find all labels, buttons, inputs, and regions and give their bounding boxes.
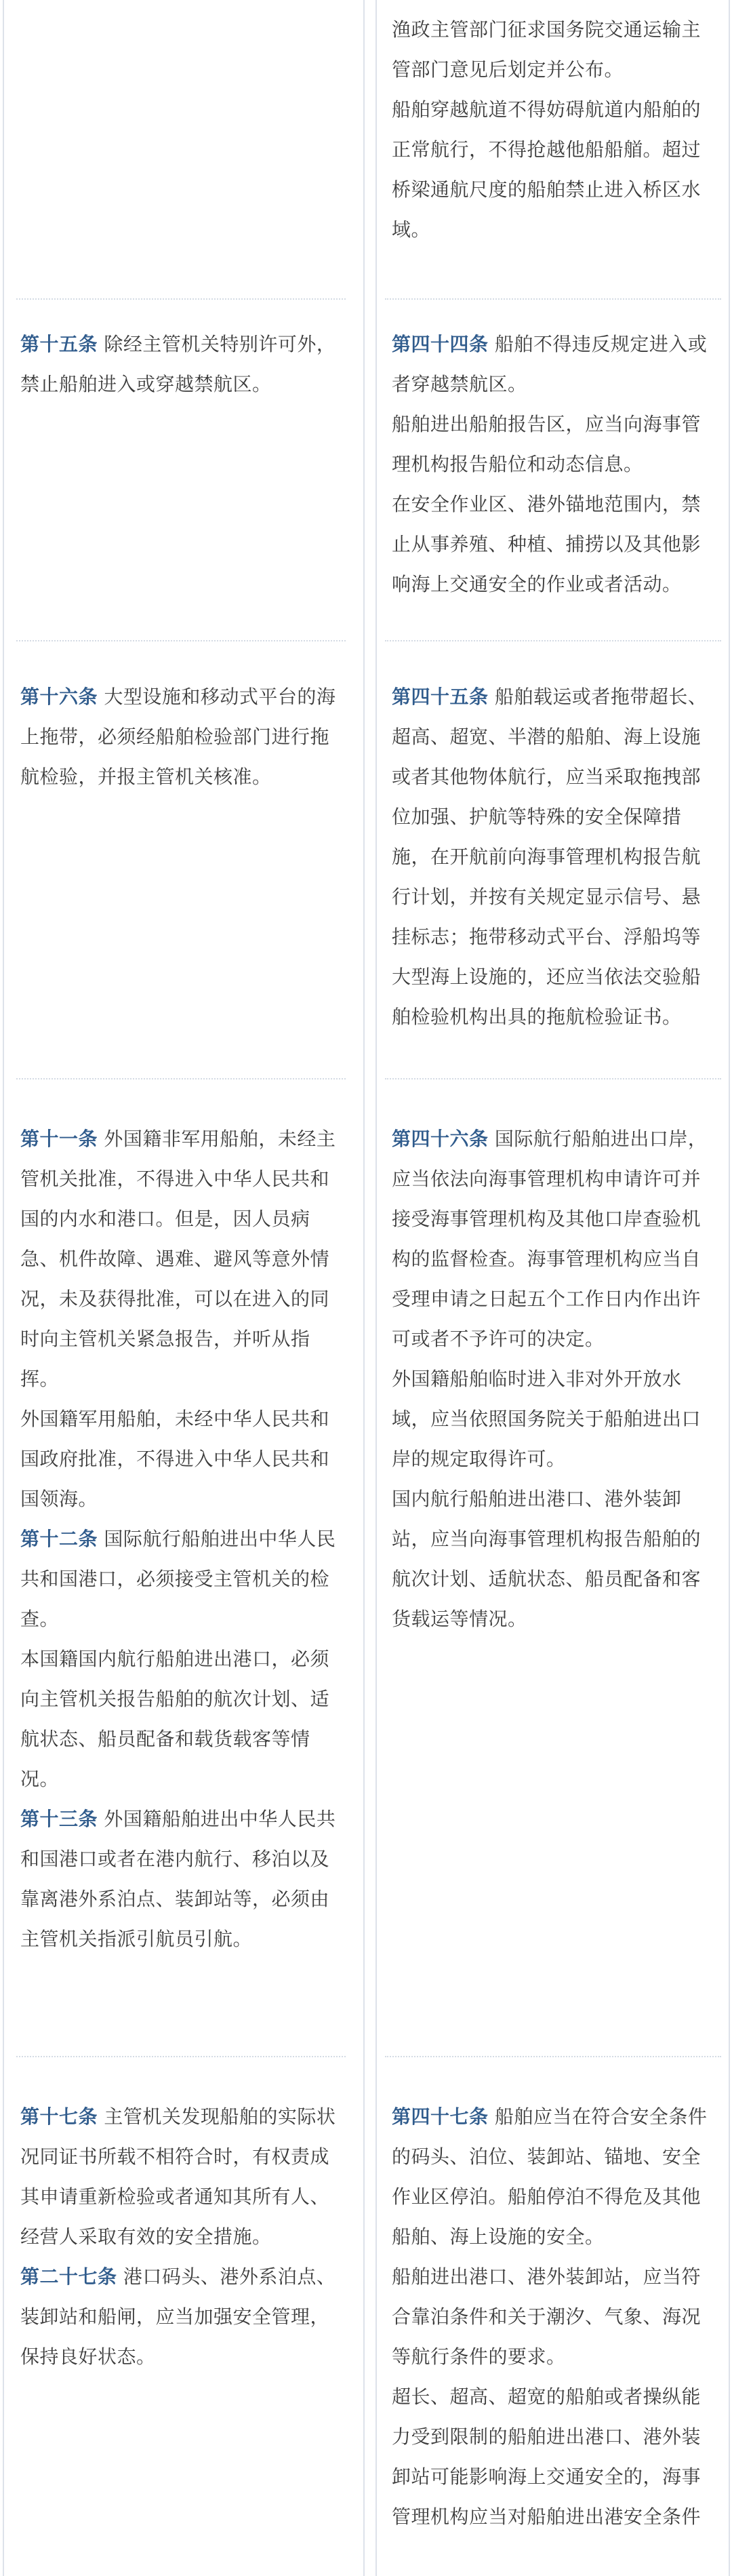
- article-text: 除经主管机关特别许可外，禁止船舶进入或穿越禁航区。: [20, 333, 336, 395]
- article-text: 外国籍船舶进出中华人民共和国港口或者在港内航行、移泊以及靠离港外系泊点、装卸站等，必须由主管机关指派引航员引航。: [20, 1808, 336, 1950]
- row-separator: [385, 640, 721, 641]
- article-number: 第四十六条: [392, 1128, 489, 1150]
- table-cell: [20, 324, 344, 404]
- table-cell: [392, 2097, 717, 2537]
- article-text: 超长、超高、超宽的船舶或者操纵能力受到限制的船舶进出港口、港外装卸站可能影响海上交通安全的，海事管理机构应当对船舶进出港安全条件: [392, 2385, 702, 2528]
- article-paragraph: [20, 324, 344, 404]
- article-paragraph: [392, 9, 717, 90]
- article-text: 船舶进出船舶报告区，应当向海事管理机构报告船位和动态信息。: [392, 413, 702, 475]
- article-text: 港口码头、港外系泊点、装卸站和船闸，应当加强安全管理，保持良好状态。: [20, 2265, 336, 2368]
- article-text: 国际航行船舶进出中华人民共和国港口，必须接受主管机关的检查。: [20, 1528, 336, 1630]
- article-text: 本国籍国内航行船舶进出港口，必须向主管机关报告船舶的航次计划、适航状态、船员配备和载货载客等情况。: [20, 1648, 330, 1790]
- row-separator: [16, 2056, 346, 2057]
- article-number: 第十一条: [20, 1128, 98, 1150]
- article-number: 第二十七条: [20, 2265, 117, 2288]
- table-cell: [20, 677, 344, 797]
- article-paragraph: [392, 2377, 717, 2537]
- article-text: 外国籍非军用船舶，未经主管机关批准，不得进入中华人民共和国的内水和港口。但是，因人员病急、机件故障、遇难、避风等意外情况，未及获得批准，可以在进入的同时向主管机关紧急报告，并听从指挥。: [20, 1128, 336, 1390]
- row-separator: [385, 298, 721, 300]
- article-paragraph: [20, 2257, 344, 2377]
- article-text: 主管机关发现船舶的实际状况同证书所载不相符合时，有权责成其申请重新检验或者通知其所有人、经营人采取有效的安全措施。: [20, 2105, 336, 2248]
- article-paragraph: [392, 324, 717, 404]
- article-number: 第十三条: [20, 1808, 98, 1830]
- article-paragraph: [20, 1799, 344, 1959]
- article-paragraph: [20, 1639, 344, 1799]
- new-law-column: [365, 0, 732, 2576]
- article-text: 在安全作业区、港外锚地范围内，禁止从事养殖、种植、捕捞以及其他影响海上交通安全的作业或者活动。: [392, 493, 702, 595]
- article-paragraph: [392, 677, 717, 1037]
- row-separator: [385, 1078, 721, 1079]
- article-text: 国际航行船舶进出口岸，应当依法向海事管理机构申请许可并接受海事管理机构及其他口岸查验机构的监督检查。海事管理机构应当自受理申请之日起五个工作日内作出许可或者不予许可的决定。: [392, 1128, 708, 1350]
- row-separator: [16, 298, 346, 300]
- article-text: 渔政主管部门征求国务院交通运输主管部门意见后划定并公布。: [392, 18, 702, 81]
- article-text: 船舶载运或者拖带超长、超高、超宽、半潜的船舶、海上设施或者其他物体航行，应当采取拖拽部位加强、护航等特殊的安全保障措施，在开航前向海事管理机构报告航行计划，并按有关规定显示信号、悬挂标志；拖带移动式平台、浮船坞等大型海上设施的，还应当依法交验船舶检验机构出具的拖航检验证书。: [392, 686, 708, 1028]
- article-paragraph: [392, 2097, 717, 2257]
- article-number: 第四十七条: [392, 2105, 489, 2128]
- article-paragraph: [20, 1119, 344, 1399]
- old-law-column: [0, 0, 365, 2576]
- row-separator: [385, 2056, 721, 2057]
- article-number: 第十二条: [20, 1528, 98, 1550]
- article-paragraph: [392, 90, 717, 250]
- article-paragraph: [20, 1519, 344, 1639]
- article-paragraph: [392, 1479, 717, 1639]
- article-text: 大型设施和移动式平台的海上拖带，必须经船舶检验部门进行拖航检验，并报主管机关核准。: [20, 686, 336, 788]
- article-text: 外国籍船舶临时进入非对外开放水域，应当依照国务院关于船舶进出口岸的规定取得许可。: [392, 1368, 702, 1470]
- article-text: 船舶进出港口、港外装卸站，应当符合靠泊条件和关于潮汐、气象、海况等航行条件的要求。: [392, 2265, 702, 2368]
- article-text: 国内航行船舶进出港口、港外装卸站，应当向海事管理机构报告船舶的航次计划、适航状态、船员配备和客货载运等情况。: [392, 1488, 702, 1630]
- article-text: 船舶应当在符合安全条件的码头、泊位、装卸站、锚地、安全作业区停泊。船舶停泊不得危及其他船舶、海上设施的安全。: [392, 2105, 708, 2248]
- article-paragraph: [392, 1119, 717, 1359]
- article-paragraph: [20, 2097, 344, 2257]
- article-text: 船舶不得违反规定进入或者穿越禁航区。: [392, 333, 708, 395]
- article-paragraph: [20, 1399, 344, 1519]
- article-paragraph: [392, 484, 717, 604]
- article-paragraph: [20, 677, 344, 797]
- row-separator: [16, 640, 346, 641]
- article-number: 第四十四条: [392, 333, 489, 355]
- article-paragraph: [392, 2257, 717, 2377]
- table-cell: [392, 677, 717, 1037]
- article-number: 第十七条: [20, 2105, 98, 2128]
- table-cell: [392, 9, 717, 250]
- article-text: 外国籍军用船舶，未经中华人民共和国政府批准，不得进入中华人民共和国领海。: [20, 1408, 330, 1510]
- article-number: 第十五条: [20, 333, 98, 355]
- article-number: 第四十五条: [392, 686, 489, 708]
- table-cell: [392, 1119, 717, 1639]
- table-cell: [20, 1119, 344, 1959]
- table-cell: [392, 324, 717, 604]
- row-separator: [16, 1078, 346, 1079]
- article-number: 第十六条: [20, 686, 98, 708]
- article-paragraph: [392, 404, 717, 484]
- article-text: 船舶穿越航道不得妨碍航道内船舶的正常航行，不得抢越他船船艏。超过桥梁通航尺度的船舶禁止进入桥区水域。: [392, 98, 702, 241]
- table-cell: [20, 2097, 344, 2377]
- article-paragraph: [392, 1359, 717, 1479]
